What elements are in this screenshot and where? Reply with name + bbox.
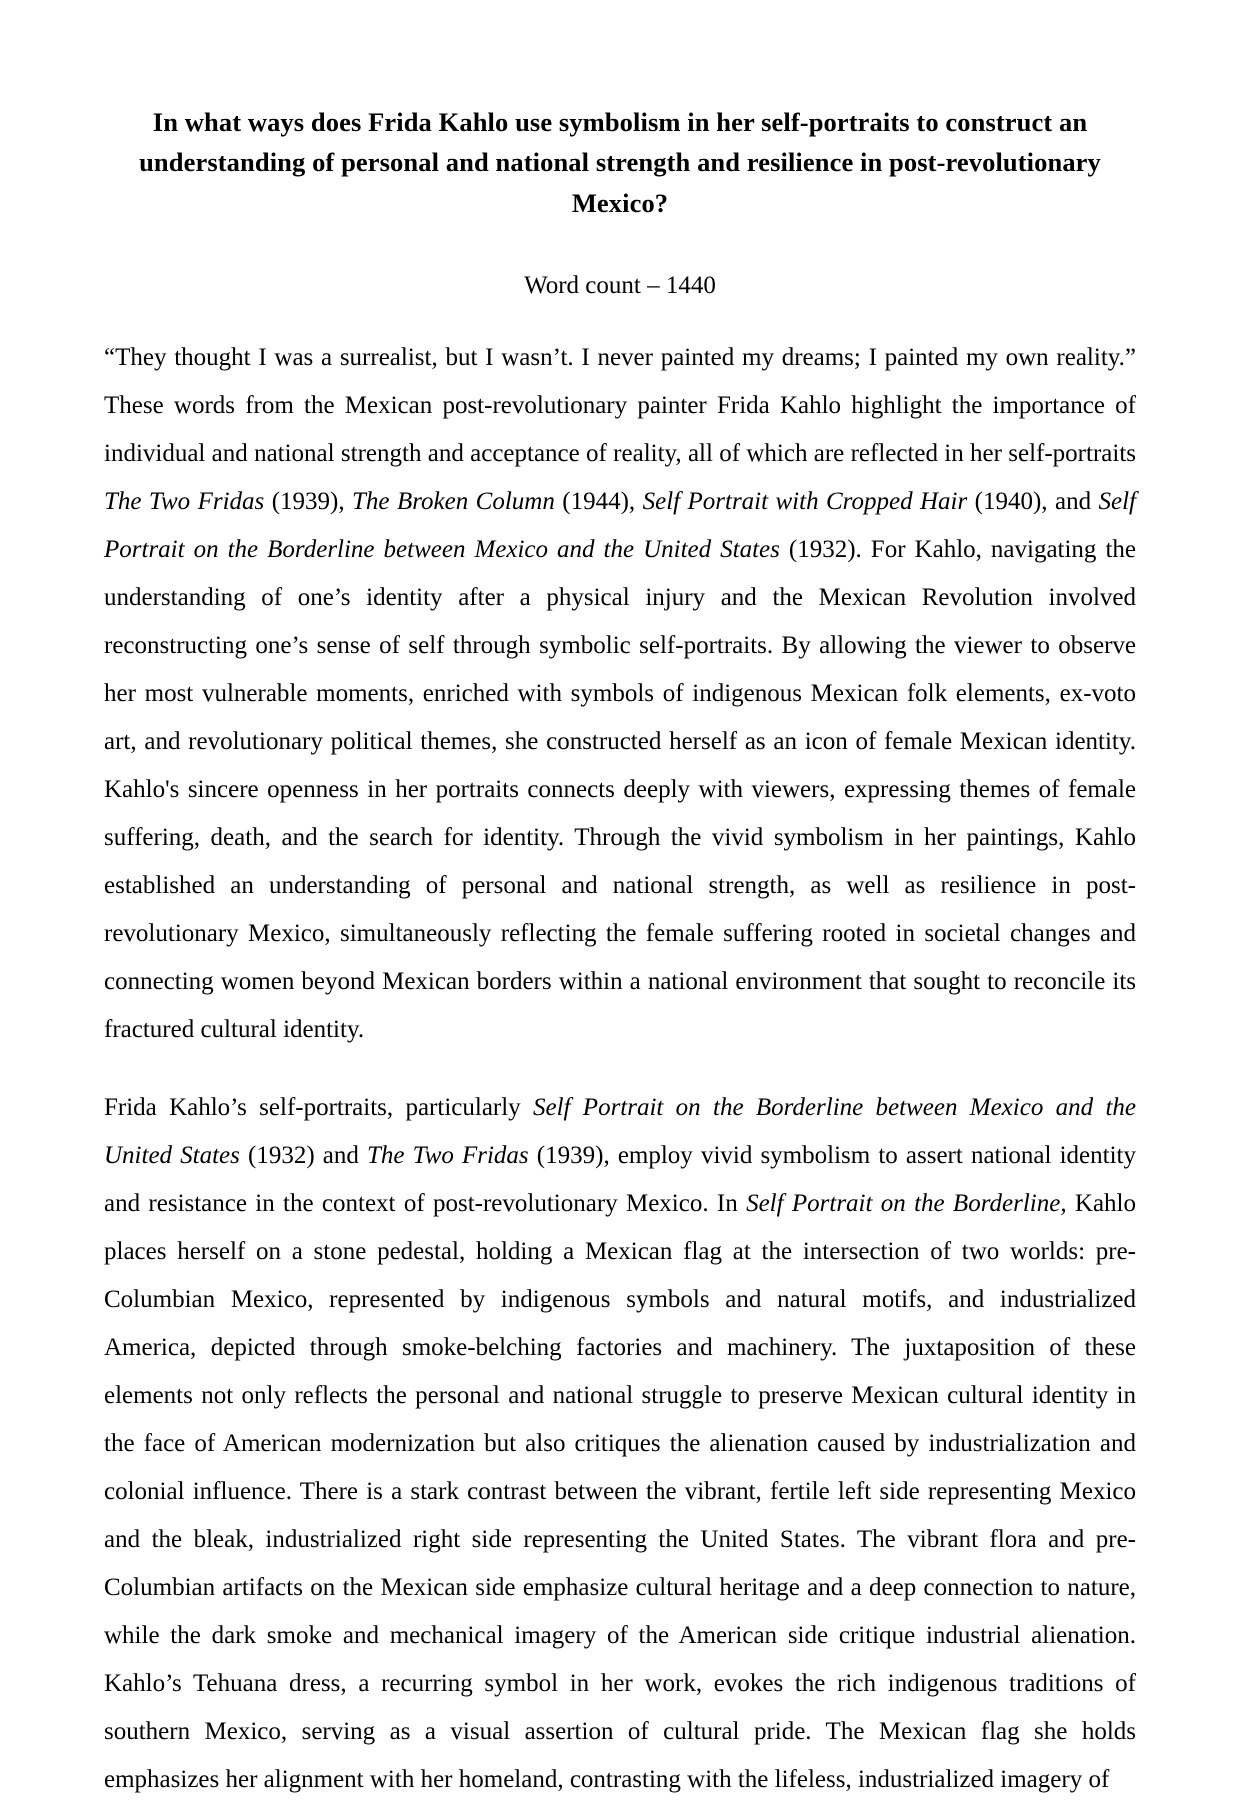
paragraph-1: “They thought I was a surrealist, but I wasn’t. I never painted my dreams; I painted my own reality.” These words from the Mexican post-revolutionary painter Frida Kahlo highlight the importance of individual and national strength and acceptance of reality, all of which are reflected in her self-portraits The Two Fridas (1939), The Broken Column (1944), Self Portrait with Cropped Hair (1940), and Self Portrait on the Borderline between Mexico and the United States (1932). For Kahlo, navigating the understanding of one’s identity after a physical injury and the Mexican Revolution involved reconstructing one’s sense of self through symbolic self-portraits. By allowing the viewer to observe her most vulnerable moments, enriched with symbols of indigenous Mexican folk elements, ex-voto art, and revolutionary political themes, she constructed herself as an icon of female Mexican identity. Kahlo's sincere openness in her portraits connects deeply with viewers, expressing themes of female suffering, death, and the search for identity. Through the vivid symbolism in her paintings, Kahlo established an understanding of personal and national strength, as well as resilience in post-revolutionary Mexico, simultaneously reflecting the female suffering rooted in societal changes and connecting women beyond Mexican borders within a national environment that sought to reconcile its fractured cultural identity. [104,344,1137,1044]
word-count-line: Word count – 1440 [524,271,716,299]
page-title: In what ways does Frida Kahlo use symbolism in her self-portraits to construct an understanding of personal and national strength and resilience in post-revolutionary Mexico? [139,107,1101,218]
italic-title: The Two Fridas [367,1142,529,1170]
italic-title: The Two Fridas [104,488,265,516]
italic-title: Self Portrait on the Borderline between Mexico and the United States [104,1094,1136,1170]
italic-title: Self Portrait on the Borderline, [746,1190,1067,1218]
italic-title: Self Portrait with Cropped Hair [642,488,968,516]
italic-title: The Broken Column [352,488,555,516]
paragraph-2: Frida Kahlo’s self-portraits, particularly Self Portrait on the Borderline between Mexico and the United States (1932) and The Two Fridas (1939), employ vivid symbolism to assert national identity and resistance in the context of post-revolutionary Mexico. In Self Portrait on the Borderline, Kahlo places herself on a stone pedestal, holding a Mexican flag at the intersection of two worlds: pre-Columbian Mexico, represented by indigenous symbols and natural motifs, and industrialized America, depicted through smoke-belching factories and machinery. The juxtaposition of these elements not only reflects the personal and national struggle to preserve Mexican cultural identity in the face of American modernization but also critiques the alienation caused by industrialization and colonial influence. There is a stark contrast between the vibrant, fertile left side representing Mexico and the bleak, industrialized right side representing the United States. The vibrant flora and pre-Columbian artifacts on the Mexican side emphasize cultural heritage and a deep connection to nature, while the dark smoke and mechanical imagery of the American side critique industrial alienation. Kahlo’s Tehuana dress, a recurring symbol in her work, evokes the rich indigenous traditions of southern Mexico, serving as a visual assertion of cultural pride. The Mexican flag she holds emphasizes her alignment with her homeland, contrasting with the lifeless, industrialized imagery of [104,1094,1136,1794]
italic-title: Self Portrait on the Borderline between Mexico and the United States [104,488,1137,564]
